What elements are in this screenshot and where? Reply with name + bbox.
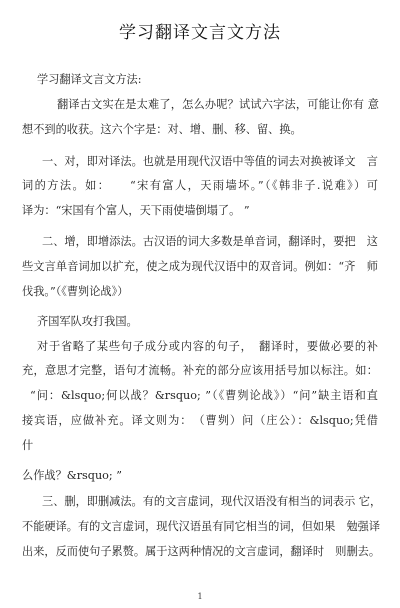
text-line: 伐我。”（《曹刿论战》） xyxy=(22,285,129,298)
text-line: 什 xyxy=(22,439,34,452)
text-line: 接宾语，应做补充。译文则为： （曹刿）问（庄公）：&lsquo;凭借 xyxy=(22,414,378,427)
text-line: “问：&lsquo;何以战？&rsquo; ”（《曹刿论战》）“问”缺主语和直 xyxy=(30,389,378,402)
page-number: 1 xyxy=(197,592,203,601)
text-line: 三、删，即删减法。有的文言虚词，现代汉语没有相当的词表示 它， xyxy=(42,495,382,508)
text-line: 出来，反而使句子累赘。属于这两种情况的文言虚词，翻译时 则删去。 xyxy=(22,545,381,558)
text-line: 齐国军队攻打我国。 xyxy=(37,315,138,328)
text-line: 些文言单音词加以扩充，使之成为现代汉语中的双音词。例如：“齐 师 xyxy=(22,260,378,273)
text-line: 译为：“宋国有个富人，天下雨使墙倒塌了。 ” xyxy=(22,204,250,217)
text-line: 学习翻译文言文方法: xyxy=(37,73,142,86)
text-line: 充，意思才完整，语句才流畅。补充的部分应该用括号加以标注。如： xyxy=(22,364,378,377)
document-title: 学习翻译文言文方法 xyxy=(119,23,281,43)
text-line: 词的方法。如： “宋有富人，天雨墙坏。”（《韩非子.说难》）可 xyxy=(22,179,378,192)
text-line: 不能硬译。有的文言虚词，现代汉语虽有同它相当的词，但如果 勉强译 xyxy=(22,520,381,533)
text-line: 么作战？&rsquo; ” xyxy=(22,469,122,482)
text-line: 二、增，即增添法。古汉语的词大多数是单音词，翻译时，要把 这 xyxy=(42,235,378,248)
text-line: 一、对，即对译法。也就是用现代汉语中等值的词去对换被译文 言 xyxy=(42,155,378,168)
text-line: 翻译古文实在是太难了，怎么办呢？试试六字法，可能让你有 意 xyxy=(57,98,379,111)
text-line: 对于省略了某些句子成分或内容的句子， 翻译时，要做必要的补 xyxy=(37,340,378,353)
text-line: 想不到的收获。这六个字是：对、增、删、移、留、换。 xyxy=(22,123,302,136)
